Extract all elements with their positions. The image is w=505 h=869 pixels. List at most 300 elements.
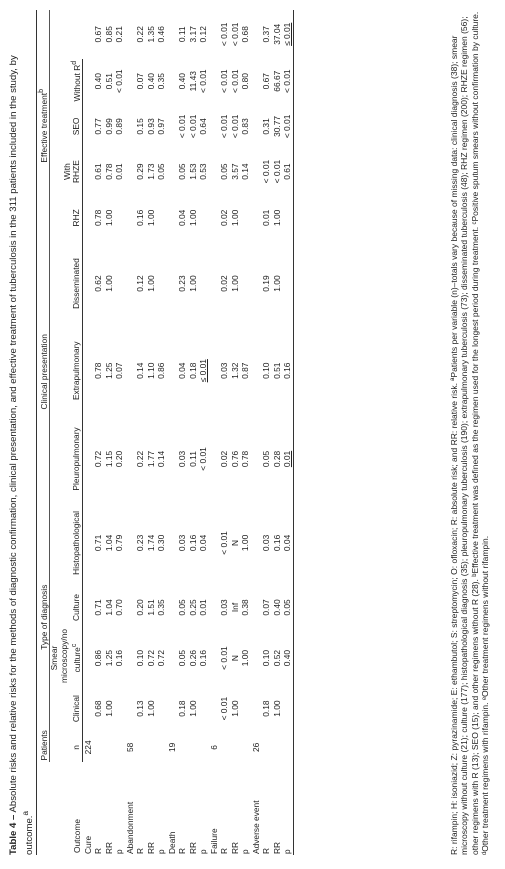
value-cell: 0.20 <box>135 599 146 616</box>
value-cell <box>240 685 251 732</box>
value-cell: 0.71 <box>93 534 104 552</box>
empty-cell <box>209 10 220 59</box>
header-disseminated: Disseminated <box>50 242 83 326</box>
value-cell: 0.78 <box>93 362 104 379</box>
table-body <box>82 10 293 855</box>
header-culture: Culture <box>50 584 83 631</box>
header-column-row <box>50 10 83 855</box>
empty-cell <box>198 732 209 762</box>
empty-cell <box>251 584 262 631</box>
empty-cell <box>209 685 220 732</box>
value-cell: 0.80 <box>240 73 251 90</box>
empty-cell <box>251 685 262 732</box>
value-cell: 0.05 <box>177 163 188 180</box>
value-cell: 0.89 <box>114 118 125 135</box>
empty-cell <box>82 685 93 732</box>
value-cell: 0.72 <box>156 649 167 667</box>
table-row <box>156 10 167 855</box>
value-cell: 0.16 <box>282 326 293 416</box>
value-cell: 0.01 <box>198 599 209 616</box>
value-cell: 0.04 <box>177 209 188 227</box>
value-cell: 0.01 <box>282 416 293 502</box>
value-cell: 0.64 <box>198 118 209 135</box>
value-cell: 0.10 <box>261 649 272 667</box>
value-cell: 0.61 <box>93 163 104 180</box>
empty-cell <box>209 631 220 685</box>
value-cell: 0.28 <box>271 450 282 468</box>
empty-cell <box>135 732 146 762</box>
table-row <box>240 10 251 855</box>
value-cell: 0.11 <box>177 26 188 43</box>
value-cell: 0.23 <box>177 275 188 292</box>
empty-cell <box>125 242 136 326</box>
table-row <box>282 10 293 855</box>
value-cell <box>156 242 167 326</box>
table-row <box>261 10 272 855</box>
value-cell: 1.00 <box>187 275 198 292</box>
value-cell: 0.79 <box>114 534 125 552</box>
value-cell: 0.05 <box>156 163 167 180</box>
value-cell: 0.30 <box>156 534 167 552</box>
row-label: p <box>114 849 125 854</box>
value-cell <box>282 242 293 326</box>
outcome-n: 224 <box>82 740 93 755</box>
outcome-group-row <box>209 10 220 855</box>
value-cell <box>282 194 293 241</box>
value-cell <box>114 242 125 326</box>
empty-cell <box>282 732 293 762</box>
value-cell: 0.76 <box>229 450 240 468</box>
empty-cell <box>146 732 157 762</box>
empty-cell <box>209 194 220 241</box>
row-label: p <box>282 762 293 855</box>
empty-cell <box>209 59 220 104</box>
empty-cell <box>104 732 115 762</box>
empty-cell <box>167 59 178 104</box>
value-cell: 1.00 <box>145 700 156 717</box>
value-cell: 1.15 <box>103 450 114 468</box>
value-cell: 1.53 <box>187 163 198 180</box>
value-cell: 0.03 <box>177 450 188 468</box>
header-rhze: With RHZE <box>50 149 83 194</box>
table-row <box>219 10 230 855</box>
empty-cell <box>82 584 93 631</box>
empty-cell <box>82 10 93 59</box>
value-cell: 0.03 <box>177 534 188 552</box>
table-row <box>135 10 146 855</box>
value-cell: 0.20 <box>114 450 125 468</box>
table-caption <box>8 10 36 855</box>
value-cell: 1.04 <box>103 599 114 616</box>
value-cell: < 0.01 <box>187 114 198 139</box>
value-cell: < 0.01 <box>219 646 230 670</box>
empty-cell <box>125 104 136 149</box>
value-cell: 0.72 <box>93 450 104 468</box>
empty-cell <box>114 732 125 762</box>
value-cell: 0.03 <box>219 362 230 379</box>
value-cell: 0.15 <box>135 118 146 135</box>
header-n: n <box>50 732 83 762</box>
value-cell: 0.35 <box>156 599 167 616</box>
value-cell: < 0.01 <box>229 114 240 139</box>
value-cell: 1.00 <box>187 700 198 717</box>
empty-cell <box>251 149 262 194</box>
empty-cell <box>167 416 178 502</box>
header-without-r: Without $R^d$ <box>50 59 83 104</box>
row-label: p <box>156 849 167 854</box>
value-cell: 0.46 <box>156 26 167 43</box>
value-cell: ≤ 0.01 <box>198 359 209 383</box>
value-cell: 0.07 <box>135 73 146 90</box>
value-cell: 0.05 <box>261 450 272 468</box>
header-rhz: RHZ <box>50 194 83 241</box>
value-cell: N <box>229 655 240 662</box>
value-cell: 0.23 <box>135 534 146 552</box>
value-cell: 1.00 <box>145 209 156 227</box>
value-cell: 3.17 <box>187 26 198 43</box>
value-cell: < 0.01 <box>282 59 293 104</box>
outcome-n: 26 <box>250 742 261 753</box>
table-label: Table 4 – <box>8 814 19 855</box>
empty-cell <box>167 242 178 326</box>
empty-cell <box>125 584 136 631</box>
value-cell: 0.40 <box>271 599 282 616</box>
value-cell: 0.70 <box>114 599 125 616</box>
empty-cell <box>177 732 188 762</box>
value-cell: 0.11 <box>187 451 198 467</box>
value-cell: 1.00 <box>240 649 251 667</box>
table-row <box>188 10 199 855</box>
value-cell: 0.87 <box>240 362 251 379</box>
value-cell: 1.00 <box>187 209 198 227</box>
value-cell: 0.61 <box>282 149 293 194</box>
value-cell: ≤ 0.01 <box>282 10 293 59</box>
value-cell: < 0.01 <box>229 22 240 47</box>
value-cell: < 0.01 <box>198 69 209 93</box>
row-label: p <box>240 849 251 854</box>
outcome-n: 19 <box>166 742 177 753</box>
value-cell: < 0.01 <box>219 696 230 721</box>
outcome-group-row <box>251 10 262 855</box>
value-cell: 0.85 <box>103 26 114 43</box>
empty-cell <box>125 631 136 685</box>
value-cell: 1.00 <box>229 700 240 717</box>
empty-cell <box>251 104 262 149</box>
value-cell: < 0.01 <box>219 114 230 139</box>
row-label: RR <box>187 841 198 854</box>
value-cell: 0.12 <box>198 26 209 43</box>
value-cell: 1.35 <box>145 26 156 43</box>
value-cell: 0.78 <box>93 209 104 227</box>
row-label: p <box>198 849 209 854</box>
empty-cell <box>251 10 262 59</box>
empty-cell <box>240 732 251 762</box>
value-cell: 1.25 <box>103 649 114 667</box>
value-cell: 0.18 <box>177 700 188 717</box>
value-cell: 1.00 <box>271 700 282 717</box>
empty-cell <box>82 416 93 502</box>
empty-cell <box>167 631 178 685</box>
outcome-name: Abandonment <box>124 801 135 854</box>
header-effective-treatment: Effective treatment$^b$ <box>37 10 50 242</box>
value-cell: 0.10 <box>135 649 146 667</box>
value-cell: 0.03 <box>261 534 272 552</box>
value-cell: 0.16 <box>187 534 198 552</box>
empty-cell <box>209 104 220 149</box>
value-cell: 0.01 <box>261 209 272 227</box>
value-cell: Inf <box>229 602 240 613</box>
value-cell: < 0.01 <box>219 69 230 93</box>
value-cell: 0.77 <box>93 118 104 135</box>
value-cell: < 0.01 <box>219 22 230 47</box>
value-cell <box>156 194 167 241</box>
empty-cell <box>167 194 178 241</box>
value-cell: 0.37 <box>261 26 272 43</box>
value-cell: 1.00 <box>271 275 282 292</box>
outcome-name: Death <box>166 831 177 854</box>
empty-cell <box>188 732 199 762</box>
value-cell <box>114 685 125 732</box>
value-cell: 0.51 <box>103 73 114 90</box>
header-smear: Smear microscopy/no culture$^c$ <box>49 628 82 683</box>
table-row <box>146 10 157 855</box>
value-cell: 0.04 <box>282 502 293 584</box>
value-cell: 0.71 <box>93 599 104 616</box>
outcome-n: 58 <box>124 742 135 753</box>
value-cell: 0.40 <box>145 73 156 90</box>
empty-cell <box>167 104 178 149</box>
value-cell: 0.22 <box>135 26 146 43</box>
table-row <box>272 10 283 855</box>
value-cell <box>156 685 167 732</box>
value-cell: 0.01 <box>114 163 125 180</box>
value-cell: 0.14 <box>240 163 251 180</box>
empty-cell <box>125 685 136 732</box>
table-row <box>177 10 188 855</box>
value-cell: 0.02 <box>219 450 230 468</box>
value-cell: 0.03 <box>219 599 230 616</box>
value-cell: 0.04 <box>198 534 209 552</box>
empty-cell <box>251 194 262 241</box>
value-cell: 0.53 <box>198 163 209 180</box>
value-cell: < 0.01 <box>114 69 125 93</box>
header-seo: SEO <box>50 104 83 149</box>
value-cell: 0.97 <box>156 118 167 135</box>
value-cell: 0.83 <box>240 118 251 135</box>
empty-cell <box>272 732 283 762</box>
empty-cell <box>82 326 93 416</box>
empty-cell <box>125 149 136 194</box>
value-cell: 0.99 <box>103 118 114 135</box>
value-cell: 0.29 <box>135 163 146 180</box>
value-cell: 0.16 <box>135 209 146 227</box>
empty-cell <box>93 732 104 762</box>
value-cell: 0.22 <box>135 450 146 468</box>
caption-footnote-mark: a <box>21 811 30 816</box>
value-cell: 0.02 <box>219 275 230 292</box>
empty-cell <box>167 584 178 631</box>
value-cell: 0.38 <box>240 599 251 616</box>
value-cell: 1.00 <box>103 209 114 227</box>
empty-cell <box>209 502 220 584</box>
empty-cell <box>230 732 241 762</box>
value-cell: 0.04 <box>177 362 188 379</box>
row-label: RR <box>145 841 156 854</box>
row-label: RR <box>271 841 282 854</box>
empty-cell <box>82 502 93 584</box>
value-cell: 0.68 <box>240 26 251 43</box>
results-table <box>36 10 294 855</box>
value-cell: 0.05 <box>177 649 188 667</box>
value-cell: 0.51 <box>271 362 282 379</box>
value-cell: 0.35 <box>156 73 167 90</box>
value-cell: 0.07 <box>114 362 125 379</box>
empty-cell <box>209 584 220 631</box>
value-cell: < 0.01 <box>271 159 282 184</box>
outcome-group-row <box>82 10 93 855</box>
value-cell: 1.00 <box>240 534 251 552</box>
value-cell: < 0.01 <box>198 447 209 471</box>
value-cell: 1.00 <box>229 209 240 227</box>
value-cell: N <box>229 539 240 546</box>
table-row <box>93 10 104 855</box>
value-cell: 0.16 <box>198 649 209 667</box>
value-cell: 0.16 <box>114 649 125 667</box>
empty-cell <box>209 416 220 502</box>
header-extrapulmonary: Extrapulmonary <box>50 326 83 416</box>
value-cell: 0.72 <box>145 649 156 667</box>
outcome-group-row <box>125 10 136 855</box>
value-cell: 0.86 <box>93 649 104 667</box>
value-cell: 1.00 <box>145 275 156 292</box>
header-type-of-diagnosis: Type of diagnosis <box>37 502 50 732</box>
value-cell: 0.05 <box>177 599 188 616</box>
row-label: R <box>93 847 104 854</box>
value-cell: 0.16 <box>271 534 282 552</box>
value-cell: 1.00 <box>271 209 282 227</box>
empty-cell <box>125 326 136 416</box>
outcome-name: Failure <box>208 828 219 854</box>
table-row <box>104 10 115 855</box>
value-cell: < 0.01 <box>177 114 188 139</box>
header-clinical: Clinical <box>50 685 83 732</box>
outcome-name: Adverse event <box>250 800 261 854</box>
value-cell: 3.57 <box>229 163 240 180</box>
empty-cell <box>219 732 230 762</box>
value-cell: 0.68 <box>93 700 104 717</box>
empty-cell <box>251 242 262 326</box>
value-cell: 1.10 <box>145 362 156 379</box>
empty-cell <box>251 416 262 502</box>
value-cell: 0.31 <box>261 118 272 135</box>
empty-cell <box>167 502 178 584</box>
value-cell: 0.05 <box>282 584 293 631</box>
value-cell: 0.12 <box>135 275 146 292</box>
row-label: R <box>261 847 272 854</box>
empty-cell <box>251 326 262 416</box>
value-cell: 0.78 <box>103 163 114 180</box>
value-cell: 0.13 <box>135 700 146 717</box>
empty-cell <box>251 502 262 584</box>
value-cell: 0.18 <box>187 362 198 379</box>
value-cell: 1.73 <box>145 163 156 180</box>
value-cell: 0.93 <box>145 118 156 135</box>
empty-cell <box>125 416 136 502</box>
empty-cell <box>261 732 272 762</box>
value-cell: 30.77 <box>271 115 282 137</box>
value-cell <box>198 242 209 326</box>
outcome-group-row <box>167 10 178 855</box>
value-cell <box>198 194 209 241</box>
value-cell: 0.02 <box>219 209 230 227</box>
empty-cell <box>251 631 262 685</box>
value-cell: < 0.01 <box>282 104 293 149</box>
empty-cell <box>209 149 220 194</box>
value-cell: 0.05 <box>219 163 230 180</box>
value-cell: 0.25 <box>187 599 198 616</box>
value-cell: 1.25 <box>103 362 114 379</box>
row-label: R <box>135 847 146 854</box>
value-cell: 0.40 <box>93 73 104 90</box>
table-row <box>230 10 241 855</box>
header-clinical-presentation: Clinical presentation <box>37 242 50 502</box>
header-pleuropulmonary: Pleuropulmonary <box>50 416 83 502</box>
value-cell: 0.26 <box>187 649 198 667</box>
value-cell <box>198 685 209 732</box>
empty-cell <box>82 149 93 194</box>
header-outcome: Outcome <box>37 762 83 855</box>
value-cell: 0.21 <box>114 26 125 43</box>
value-cell: < 0.01 <box>219 531 230 555</box>
row-label: RR <box>103 841 114 854</box>
value-cell: 1.51 <box>145 599 156 616</box>
row-label: R <box>177 847 188 854</box>
value-cell: 0.19 <box>261 275 272 292</box>
value-cell: 0.67 <box>261 73 272 90</box>
value-cell: 0.78 <box>240 450 251 468</box>
empty-cell <box>156 732 167 762</box>
empty-cell <box>209 326 220 416</box>
value-cell: 1.00 <box>229 275 240 292</box>
value-cell <box>240 194 251 241</box>
table-row <box>114 10 125 855</box>
value-cell: 0.14 <box>135 362 146 379</box>
value-cell <box>282 685 293 732</box>
row-label: RR <box>229 841 240 854</box>
empty-cell <box>125 194 136 241</box>
value-cell: 0.52 <box>271 649 282 667</box>
empty-cell <box>209 242 220 326</box>
value-cell: 0.40 <box>282 631 293 685</box>
value-cell <box>240 242 251 326</box>
value-cell: 0.10 <box>261 362 272 379</box>
value-cell: 1.77 <box>145 450 156 468</box>
empty-cell <box>167 685 178 732</box>
value-cell: 1.04 <box>103 534 114 552</box>
value-cell: 0.07 <box>261 599 272 616</box>
value-cell: 0.40 <box>177 73 188 90</box>
empty-cell <box>125 59 136 104</box>
caption-text: Absolute risks and relative risks for the methods of diagnostic confirmation, clinical presentation, and effective treatment of tuberculosis in the 311 patients included in the study, by outcome. <box>8 55 36 855</box>
empty-cell <box>82 59 93 104</box>
value-cell: < 0.01 <box>261 159 272 184</box>
value-cell: 0.86 <box>156 362 167 379</box>
header-patients: Patients <box>37 732 50 762</box>
header-group-row <box>37 10 50 855</box>
value-cell: 1.00 <box>103 275 114 292</box>
value-cell: 66.67 <box>271 70 282 92</box>
value-cell: 0.18 <box>261 700 272 717</box>
